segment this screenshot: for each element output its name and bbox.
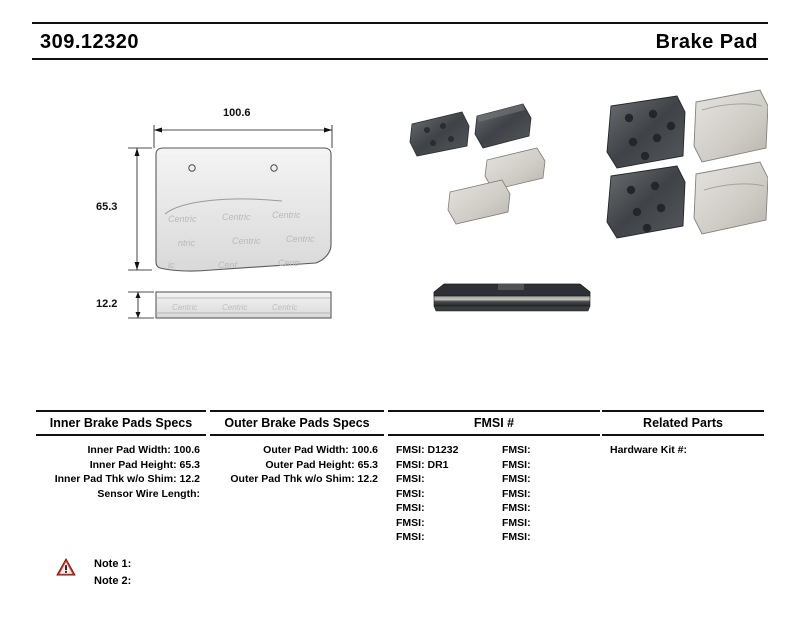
related-parts-column [602,410,764,550]
dim-height-label: 65.3 [96,201,118,213]
svg-text:Centric: Centric [222,212,251,222]
specs-tables [36,410,764,550]
pad-photo-group-small [410,104,545,224]
svg-text:Cent: Cent [218,260,238,270]
part-number: 309.12320 [40,31,140,53]
svg-text:Centric: Centric [172,303,198,312]
fmsi-left-row: FMSI: [396,516,425,529]
pad-front-view [156,148,331,271]
fmsi-left-row: FMSI: DR1 [396,458,449,471]
outer-spec-row: Outer Pad Height: 65.3 [265,458,378,471]
outer-specs-body [210,436,384,487]
inner-spec-row: Sensor Wire Length: [97,487,200,500]
notes-section [56,556,356,590]
svg-text:Centric: Centric [168,214,197,224]
drawing-svg [32,70,768,390]
dim-width-label: 100.6 [223,107,251,119]
technical-drawing [32,70,768,390]
fmsi-right-row: FMSI: [502,502,531,514]
fmsi-left-row: FMSI: [396,531,425,543]
fmsi-left-row: FMSI: D1232 [396,444,459,456]
outer-spec-row: Outer Pad Thk w/o Shim: 12.2 [230,473,378,485]
fmsi-left-row: FMSI: [396,487,425,500]
inner-spec-row: Inner Pad Height: 65.3 [89,458,200,471]
fmsi-left-row: FMSI: [396,502,425,514]
svg-text:Centr: Centr [278,258,301,268]
fmsi-right-row: FMSI: [502,531,531,543]
fmsi-left-row: FMSI: [396,473,425,485]
inner-specs-column [36,410,206,550]
inner-specs-heading: Inner Brake Pads Specs [36,410,206,436]
related-parts-heading: Related Parts [602,410,764,436]
fmsi-column [388,410,600,550]
fmsi-right-row: FMSI: [502,487,531,500]
fmsi-right-row: FMSI: [502,516,531,529]
svg-text:Centric: Centric [286,234,315,244]
fmsi-right-row: FMSI: [502,458,531,471]
svg-text:Centric: Centric [222,303,248,312]
fmsi-right-row: FMSI: [502,444,531,456]
fmsi-heading: FMSI # [388,410,600,436]
fmsi-body [388,436,600,545]
svg-text:ntric: ntric [178,238,196,248]
dim-thickness-label: 12.2 [96,298,118,310]
outer-specs-heading: Outer Brake Pads Specs [210,410,384,436]
warning-triangle-icon [56,558,76,576]
fmsi-right-row: FMSI: [502,473,531,485]
document-header [32,22,768,60]
thickness-dimension [128,292,154,318]
outer-spec-row: Outer Pad Width: 100.6 [263,444,378,456]
svg-text:Centric: Centric [272,210,301,220]
note-1: Note 1: [94,558,132,570]
height-dimension [128,148,152,270]
inner-spec-row: Inner Pad Thk w/o Shim: 12.2 [54,473,200,485]
svg-text:ic: ic [168,260,175,270]
pad-photo-group-large [607,90,768,238]
page-title: Brake Pad [655,31,758,53]
related-parts-row: Hardware Kit #: [610,444,688,456]
note-2: Note 2: [94,575,132,587]
related-parts-body [602,436,764,458]
outer-specs-column [210,410,384,550]
svg-text:Centric: Centric [232,236,261,246]
inner-specs-body [36,436,206,501]
inner-spec-row: Inner Pad Width: 100.6 [87,444,200,456]
width-dimension [154,125,332,148]
svg-text:Centric: Centric [272,303,298,312]
pad-edge-view [156,292,331,318]
